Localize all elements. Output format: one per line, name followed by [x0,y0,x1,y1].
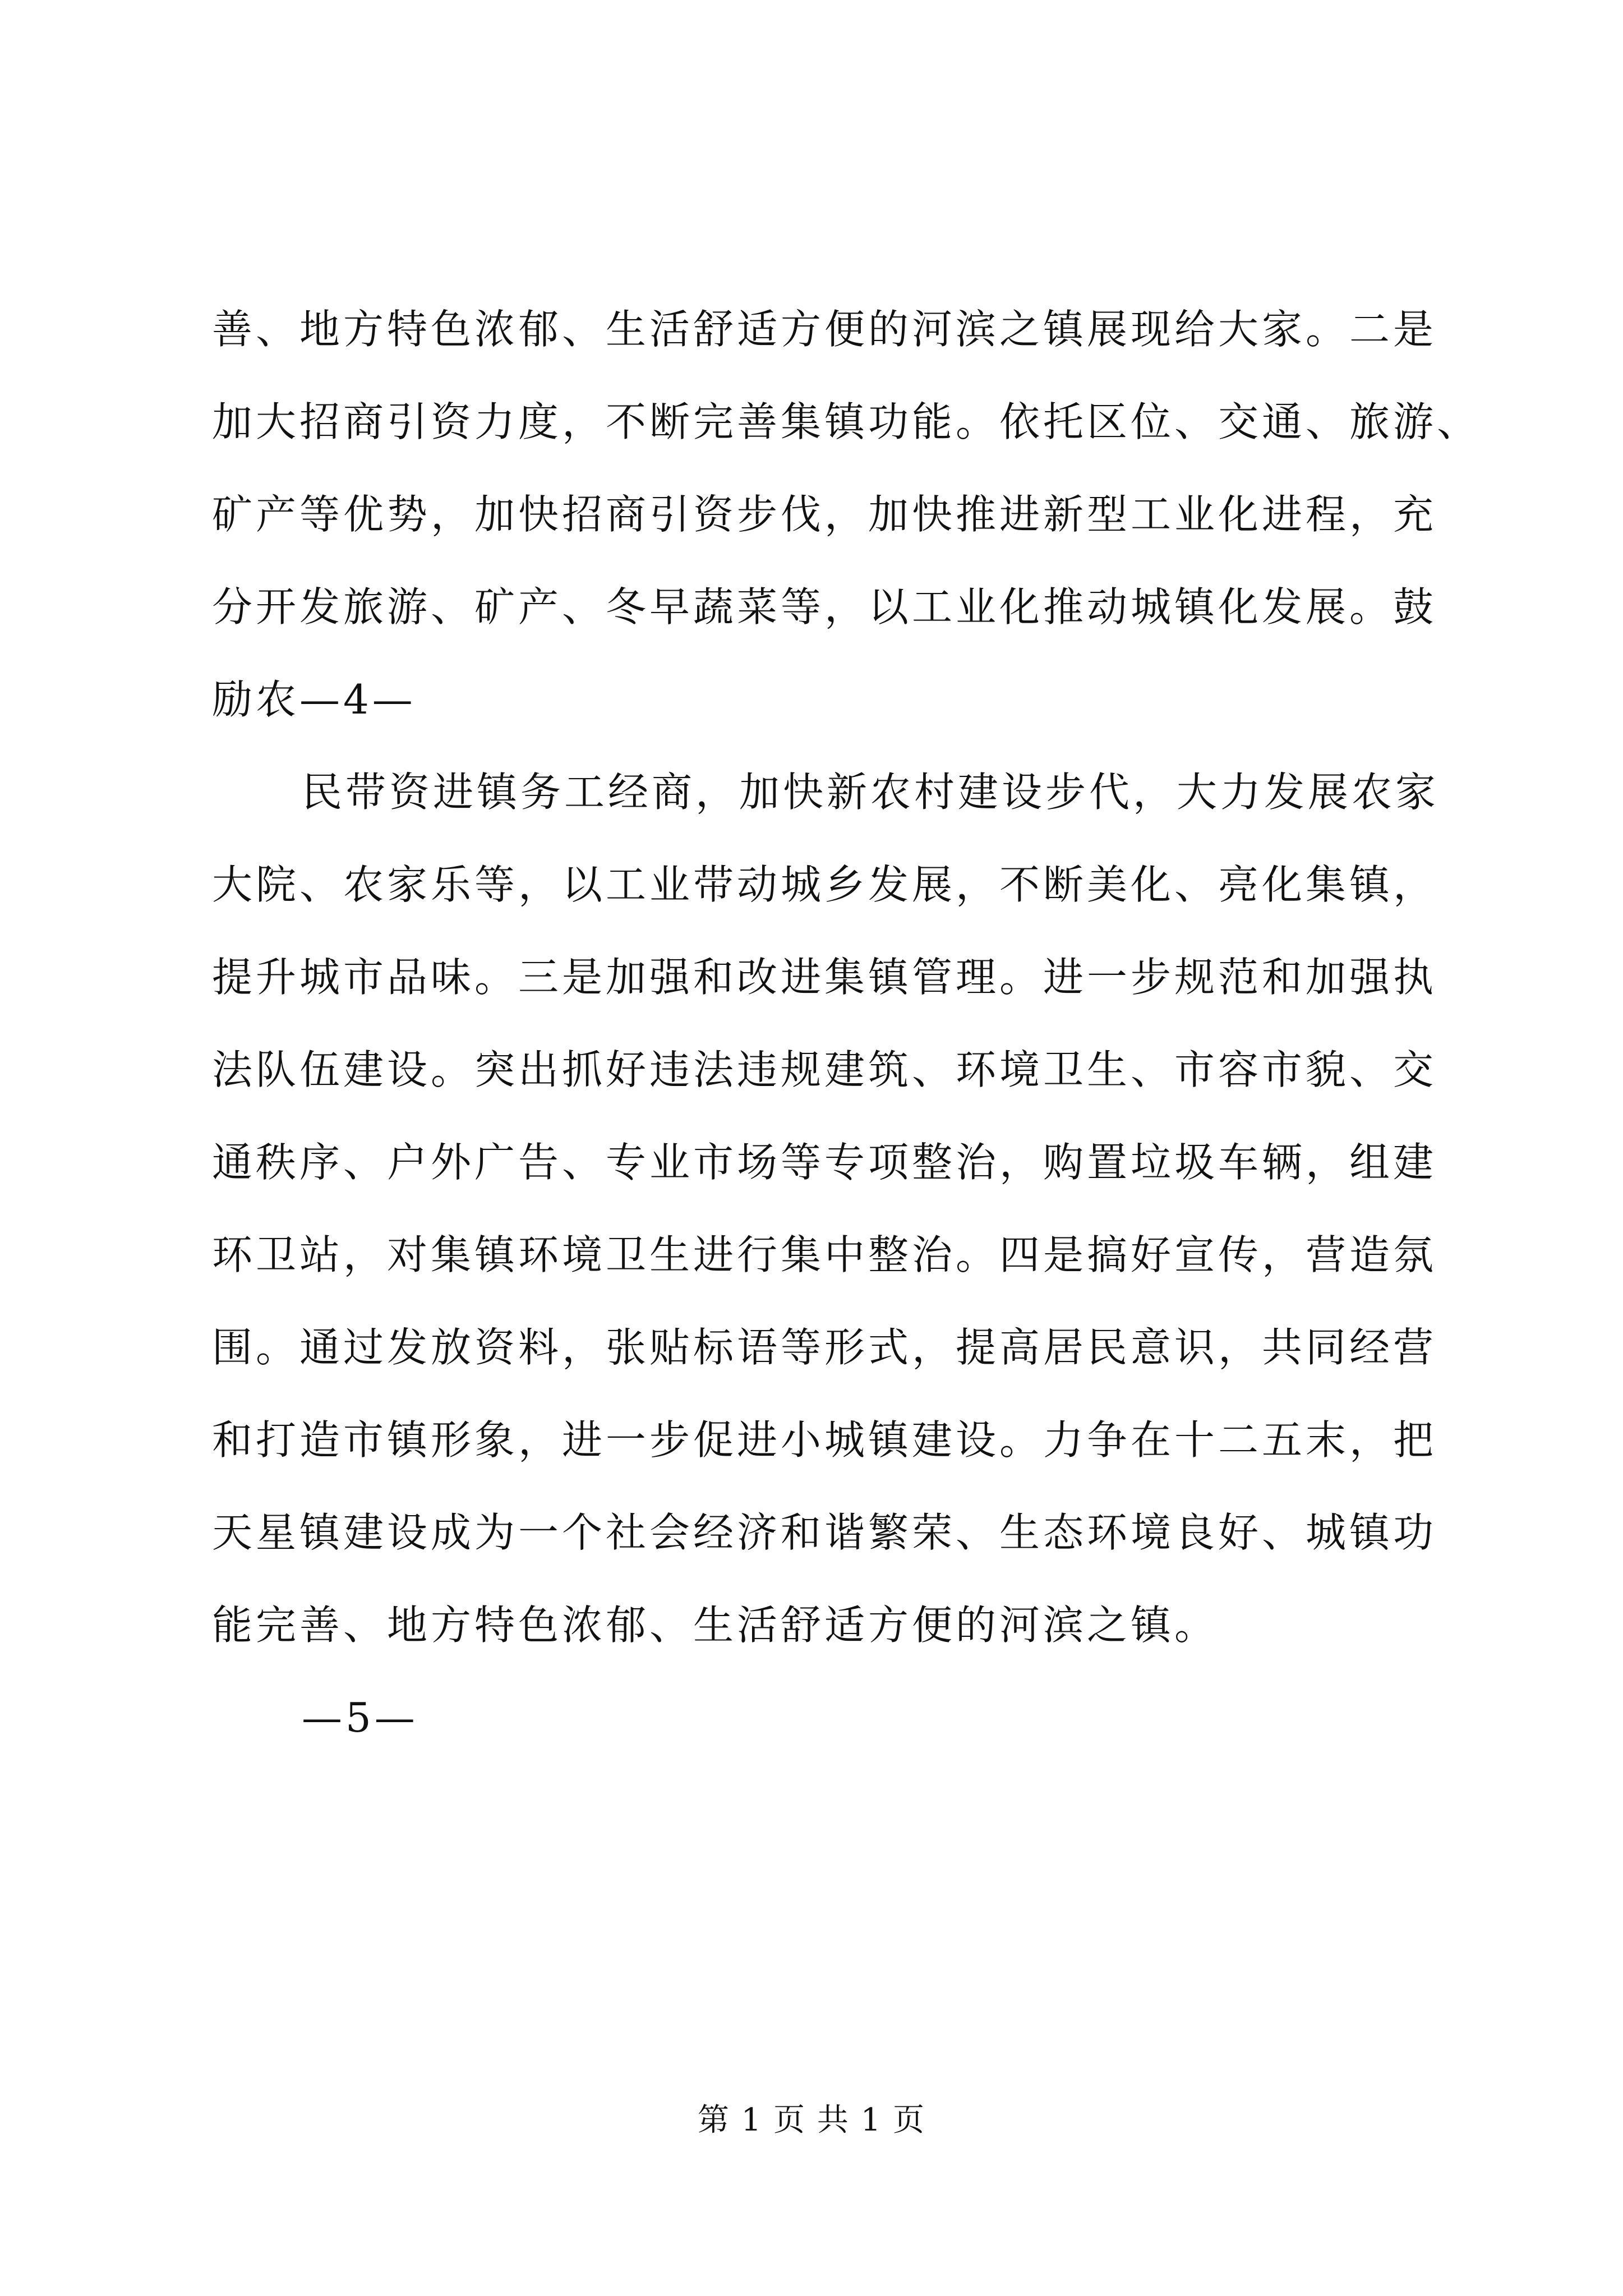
text-line: 善、地方特色浓郁、生活舒适方便的河滨之镇展现给大家。二是 [212,306,1437,353]
page-marker-5: —5— [302,1694,418,1741]
text-line: 大院、农家乐等，以工业带动城乡发展，不断美化、亮化集镇， [212,861,1437,908]
document-body [212,283,1481,1764]
page-footer: 第 1 页 共 1 页 [697,2102,926,2138]
text-line: 能完善、地方特色浓郁、生活舒适方便的河滨之镇。 [212,1602,1219,1649]
paragraph-start-line: 民带资进镇务工经商，加快新农村建设步代，大力发展农家 [302,769,1440,816]
text-line: 通秩序、户外广告、专业市场等专项整治，购置垃圾车辆，组建 [212,1139,1437,1186]
text-line-page-marker-4: 励农—4— [212,676,416,723]
text-line: 分开发旅游、矿产、冬早蔬菜等，以工业化推动城镇化发展。鼓 [212,583,1437,631]
text-line: 环卫站，对集镇环境卫生进行集中整治。四是搞好宣传，营造氛 [212,1231,1437,1278]
text-line: 法队伍建设。突出抓好违法违规建筑、环境卫生、市容市貌、交 [212,1046,1437,1093]
text-line: 天星镇建设成为一个社会经济和谐繁荣、生态环境良好、城镇功 [212,1509,1437,1556]
text-line: 围。通过发放资料，张贴标语等形式，提高居民意识，共同经营 [212,1324,1437,1371]
text-line: 加大招商引资力度，不断完善集镇功能。依托区位、交通、旅游、 [212,398,1481,445]
text-line: 矿产等优势，加快招商引资步伐，加快推进新型工业化进程，充 [212,491,1437,538]
text-line: 和打造市镇形象，进一步促进小城镇建设。力争在十二五末，把 [212,1416,1437,1464]
text-line: 提升城市品味。三是加强和改进集镇管理。进一步规范和加强执 [212,954,1437,1001]
